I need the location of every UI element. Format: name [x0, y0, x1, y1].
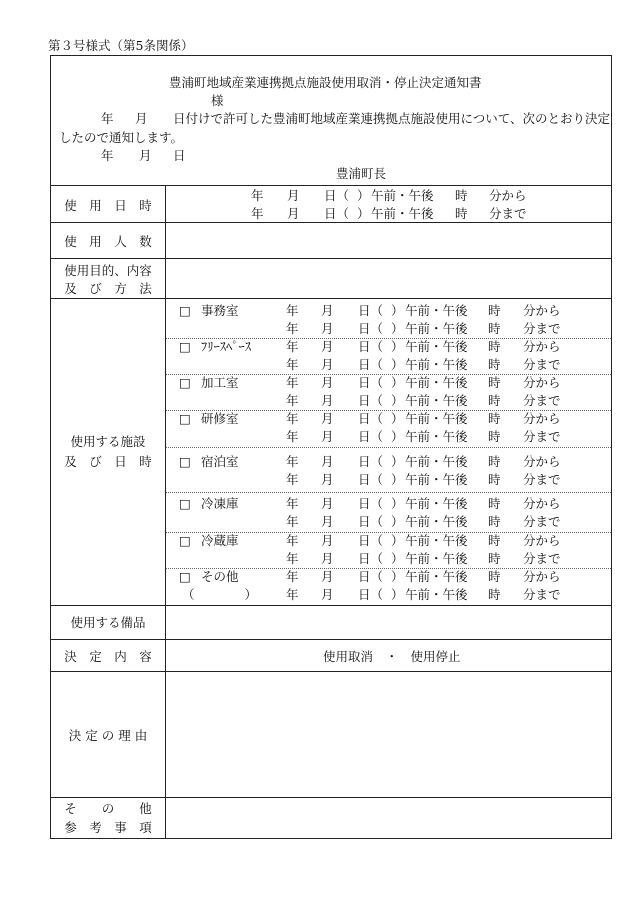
dt-day: 日（ [358, 472, 384, 487]
issuer: 豊浦町長 [336, 166, 387, 181]
dt-month: 月 [321, 429, 334, 444]
dt-from: 分から [523, 303, 561, 318]
dt-month: 月 [321, 339, 334, 354]
dt-month: 月 [321, 393, 334, 408]
dt-month: 月 [287, 206, 300, 221]
row-divider [51, 258, 611, 259]
dt-from: 分から [523, 533, 561, 548]
dt-ampm: 午前・午後 [405, 496, 468, 511]
dt-day: 日（ [358, 375, 384, 390]
dt-paren-close: ） [391, 587, 404, 602]
dt-paren-close: ） [391, 569, 404, 584]
dt-month: 月 [321, 587, 334, 602]
dt-year: 年 [286, 569, 299, 584]
dt-day: 日（ [358, 321, 384, 336]
dt-month: 月 [321, 569, 334, 584]
dt-from: 分から [523, 454, 561, 469]
dt-year: 年 [286, 472, 299, 487]
facility-divider [166, 447, 611, 448]
dt-ampm: 午前・午後 [405, 514, 468, 529]
dt-year: 年 [286, 533, 299, 548]
dt-ampm: 午前・午後 [371, 206, 434, 221]
facility-name: 事務室 [201, 303, 239, 318]
dt-paren-close: ） [391, 303, 404, 318]
dt-day: 日（ [324, 206, 350, 221]
dt-ampm: 午前・午後 [405, 454, 468, 469]
dt-hour: 時 [488, 472, 501, 487]
dt-month: 月 [287, 188, 300, 203]
dt-year: 年 [286, 321, 299, 336]
usage-count-label: 使 用 人 数 [64, 234, 152, 249]
facilities-label-line2: 及 び 日 時 [64, 454, 152, 469]
dt-paren: ） [357, 188, 370, 203]
row-divider [51, 185, 611, 186]
dt-month: 月 [321, 454, 334, 469]
body-month: 月 [135, 111, 148, 126]
row-divider [51, 222, 611, 223]
dt-paren-close: ） [391, 357, 404, 372]
dt-paren-close: ） [391, 411, 404, 426]
dt-paren-close: ） [391, 551, 404, 566]
dt-day: 日（ [358, 303, 384, 318]
dt-month: 月 [321, 472, 334, 487]
body-year: 年 [101, 111, 114, 126]
dt-to: 分まで [523, 551, 561, 566]
dt-year: 年 [286, 357, 299, 372]
dt-ampm: 午前・午後 [405, 411, 468, 426]
dt-month: 月 [321, 514, 334, 529]
date-month: 月 [139, 148, 152, 163]
document-title: 豊浦町地域産業連携拠点施設使用取消・停止決定通知書 [169, 75, 482, 90]
usage-datetime-label: 使 用 日 時 [64, 198, 152, 213]
dt-to: 分まで [523, 514, 561, 529]
dt-year: 年 [286, 496, 299, 511]
dt-to: 分まで [523, 321, 561, 336]
dt-paren-close: ） [391, 393, 404, 408]
dt-year: 年 [286, 339, 299, 354]
dt-to: 分まで [523, 472, 561, 487]
facility-name: 宿泊室 [201, 454, 239, 469]
dt-ampm: 午前・午後 [405, 429, 468, 444]
dt-year: 年 [286, 587, 299, 602]
row-divider [51, 797, 611, 798]
usage-datetime-from [51, 190, 613, 204]
dt-to: 分まで [523, 393, 561, 408]
dt-day: 日（ [358, 393, 384, 408]
dt-paren-close: ） [391, 472, 404, 487]
dt-month: 月 [321, 303, 334, 318]
dt-day: 日（ [358, 429, 384, 444]
dt-day: 日（ [358, 339, 384, 354]
dt-to: 分まで [523, 429, 561, 444]
dt-day: 日（ [358, 587, 384, 602]
facility-other-paren: （ ） [182, 587, 258, 602]
column-divider [165, 185, 166, 839]
dt-ampm: 午前・午後 [371, 188, 434, 203]
dt-day: 日（ [358, 411, 384, 426]
dt-year: 年 [286, 454, 299, 469]
dt-day: 日（ [358, 551, 384, 566]
dt-to: 分まで [523, 357, 561, 372]
dt-to: 分まで [523, 587, 561, 602]
facility-checkbox[interactable]: □ [179, 375, 191, 390]
dt-month: 月 [321, 375, 334, 390]
dt-from: 分から [523, 375, 561, 390]
facility-name: ﾌﾘｰｽﾍﾟｰｽ [201, 339, 252, 354]
dt-paren-close: ） [391, 454, 404, 469]
form-number: 第３号様式（第5条関係） [48, 38, 194, 53]
dt-hour: 時 [488, 321, 501, 336]
facility-name: 冷凍庫 [201, 496, 239, 511]
dt-from: 分から [489, 188, 527, 203]
dt-ampm: 午前・午後 [405, 357, 468, 372]
dt-day: 日（ [358, 533, 384, 548]
dt-month: 月 [321, 321, 334, 336]
facility-name: 加工室 [201, 375, 239, 390]
dt-month: 月 [321, 496, 334, 511]
dt-hour: 時 [488, 454, 501, 469]
facility-checkbox[interactable]: □ [179, 454, 191, 469]
body-text-line1: 日付けで許可した豊浦町地域産業連携拠点施設使用について、次のとおり決定 [173, 111, 611, 126]
dt-day: 日（ [358, 454, 384, 469]
dt-day: 日（ [358, 357, 384, 372]
dt-ampm: 午前・午後 [405, 303, 468, 318]
dt-day: 日（ [358, 496, 384, 511]
facilities-label-line1: 使用する施設 [70, 434, 146, 449]
facility-name: 冷蔵庫 [201, 533, 239, 548]
date-year: 年 [101, 148, 114, 163]
dt-to: 分まで [489, 206, 527, 221]
dt-year: 年 [286, 303, 299, 318]
dt-ampm: 午前・午後 [405, 587, 468, 602]
dt-ampm: 午前・午後 [405, 393, 468, 408]
facility-name: 研修室 [201, 411, 239, 426]
dt-ampm: 午前・午後 [405, 551, 468, 566]
facility-checkbox[interactable]: □ [179, 303, 191, 318]
dt-ampm: 午前・午後 [405, 533, 468, 548]
dt-year: 年 [286, 411, 299, 426]
purpose-label-line2: 及 び 方 法 [64, 281, 152, 296]
row-divider [51, 671, 611, 672]
dt-year: 年 [286, 375, 299, 390]
dt-hour: 時 [488, 569, 501, 584]
dt-paren-close: ） [391, 321, 404, 336]
dt-month: 月 [321, 551, 334, 566]
facility-checkbox[interactable]: □ [179, 533, 191, 548]
dt-paren-close: ） [391, 339, 404, 354]
dt-paren: ） [357, 206, 370, 221]
dt-from: 分から [523, 496, 561, 511]
dt-year: 年 [286, 393, 299, 408]
equipment-label: 使用する備品 [70, 615, 146, 630]
dt-month: 月 [321, 411, 334, 426]
dt-year: 年 [286, 551, 299, 566]
dt-month: 月 [321, 357, 334, 372]
dt-year: 年 [251, 188, 264, 203]
dt-from: 分から [523, 569, 561, 584]
dt-ampm: 午前・午後 [405, 569, 468, 584]
facility-checkbox[interactable]: □ [179, 339, 191, 354]
dt-paren-close: ） [391, 533, 404, 548]
dt-hour: 時 [488, 303, 501, 318]
dt-hour: 時 [455, 188, 468, 203]
dt-from: 分から [523, 339, 561, 354]
dt-hour: 時 [455, 206, 468, 221]
decision-label: 決 定 内 容 [64, 649, 152, 664]
date-day: 日 [173, 148, 186, 163]
dt-day: 日（ [358, 514, 384, 529]
dt-year: 年 [286, 514, 299, 529]
dt-hour: 時 [488, 339, 501, 354]
dt-ampm: 午前・午後 [405, 375, 468, 390]
dt-ampm: 午前・午後 [405, 321, 468, 336]
dt-hour: 時 [488, 375, 501, 390]
body-text-line2: したので通知します。 [59, 130, 184, 145]
other-label-line2: 参 考 事 項 [64, 820, 152, 835]
dt-hour: 時 [488, 496, 501, 511]
dt-day: 日（ [358, 569, 384, 584]
dt-hour: 時 [488, 393, 501, 408]
dt-paren-close: ） [391, 514, 404, 529]
dt-year: 年 [286, 429, 299, 444]
decision-value: 使用取消 ・ 使用停止 [323, 649, 461, 664]
other-label-line1: そ の 他 [64, 801, 152, 816]
dt-hour: 時 [488, 587, 501, 602]
row-divider [51, 605, 611, 606]
dt-hour: 時 [488, 429, 501, 444]
dt-hour: 時 [488, 357, 501, 372]
notice-form [50, 55, 612, 839]
dt-hour: 時 [488, 411, 501, 426]
dt-hour: 時 [488, 551, 501, 566]
dt-from: 分から [523, 411, 561, 426]
facility-checkbox[interactable]: □ [179, 496, 191, 511]
addressee-suffix: 様 [211, 93, 224, 108]
usage-datetime-to [51, 208, 613, 222]
facility-divider [166, 492, 611, 493]
reason-label: 決 定 の 理 由 [68, 728, 148, 743]
dt-hour: 時 [488, 514, 501, 529]
dt-ampm: 午前・午後 [405, 339, 468, 354]
dt-hour: 時 [488, 533, 501, 548]
dt-paren-close: ） [391, 375, 404, 390]
dt-paren-close: ） [391, 496, 404, 511]
facility-checkbox[interactable]: □ [179, 569, 191, 584]
facility-checkbox[interactable]: □ [179, 411, 191, 426]
dt-paren-close: ） [391, 429, 404, 444]
dt-day: 日（ [324, 188, 350, 203]
dt-year: 年 [251, 206, 264, 221]
dt-month: 月 [321, 533, 334, 548]
dt-ampm: 午前・午後 [405, 472, 468, 487]
row-divider [51, 639, 611, 640]
purpose-label-line1: 使用目的、内容 [64, 263, 152, 278]
facility-name: その他 [201, 569, 239, 584]
